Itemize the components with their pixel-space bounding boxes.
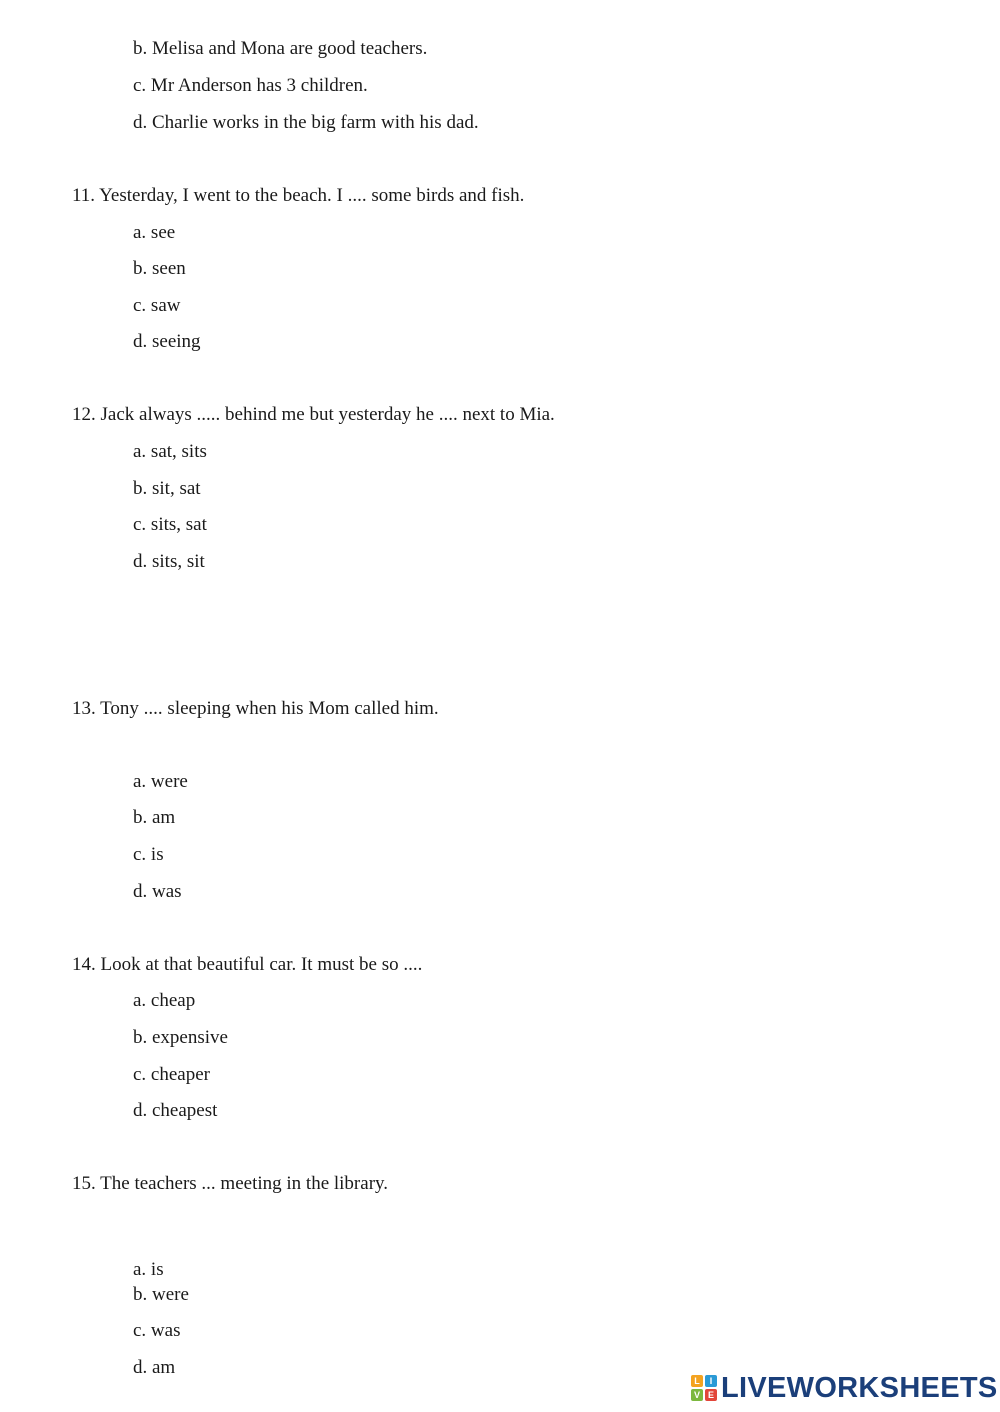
option-14a: a. cheap — [133, 990, 196, 1011]
option-15d: d. am — [133, 1357, 176, 1378]
option-11c: c. saw — [133, 295, 181, 316]
liveworksheets-logo-text: LIVEWORKSHEETS — [721, 1372, 998, 1404]
question-12: 12. Jack always ..... behind me but yesterday he .... next to Mia. — [72, 404, 555, 425]
option-14b: b. expensive — [133, 1027, 228, 1048]
option-11b: b. seen — [133, 258, 186, 279]
option-11d: d. seeing — [133, 331, 201, 352]
logo-tile-l: L — [691, 1375, 703, 1387]
logo-tile-e: E — [705, 1389, 717, 1401]
option-13b: b. am — [133, 807, 176, 828]
option-12c: c. sits, sat — [133, 514, 207, 535]
option-10b: b. Melisa and Mona are good teachers. — [133, 38, 428, 59]
option-10c: c. Mr Anderson has 3 children. — [133, 75, 368, 96]
option-14d: d. cheapest — [133, 1100, 218, 1121]
logo-tile-v: V — [691, 1389, 703, 1401]
option-15a: a. is — [133, 1259, 164, 1280]
question-11: 11. Yesterday, I went to the beach. I .... some birds and fish. — [72, 185, 525, 206]
question-14: 14. Look at that beautiful car. It must be so .... — [72, 954, 423, 975]
option-12d: d. sits, sit — [133, 551, 205, 572]
option-10d: d. Charlie works in the big farm with his dad. — [133, 112, 479, 133]
option-13d: d. was — [133, 881, 182, 902]
question-15: 15. The teachers ... meeting in the library. — [72, 1173, 389, 1194]
liveworksheets-logo — [691, 1372, 998, 1404]
option-14c: c. cheaper — [133, 1064, 210, 1085]
option-13c: c. is — [133, 844, 164, 865]
logo-tile-i: I — [705, 1375, 717, 1387]
option-11a: a. see — [133, 222, 176, 243]
option-12b: b. sit, sat — [133, 478, 201, 499]
option-12a: a. sat, sits — [133, 441, 207, 462]
option-13a: a. were — [133, 771, 188, 792]
liveworksheets-logo-icon — [691, 1375, 717, 1401]
option-15c: c. was — [133, 1320, 181, 1341]
question-13: 13. Tony .... sleeping when his Mom called him. — [72, 698, 439, 719]
option-15b: b. were — [133, 1284, 189, 1305]
